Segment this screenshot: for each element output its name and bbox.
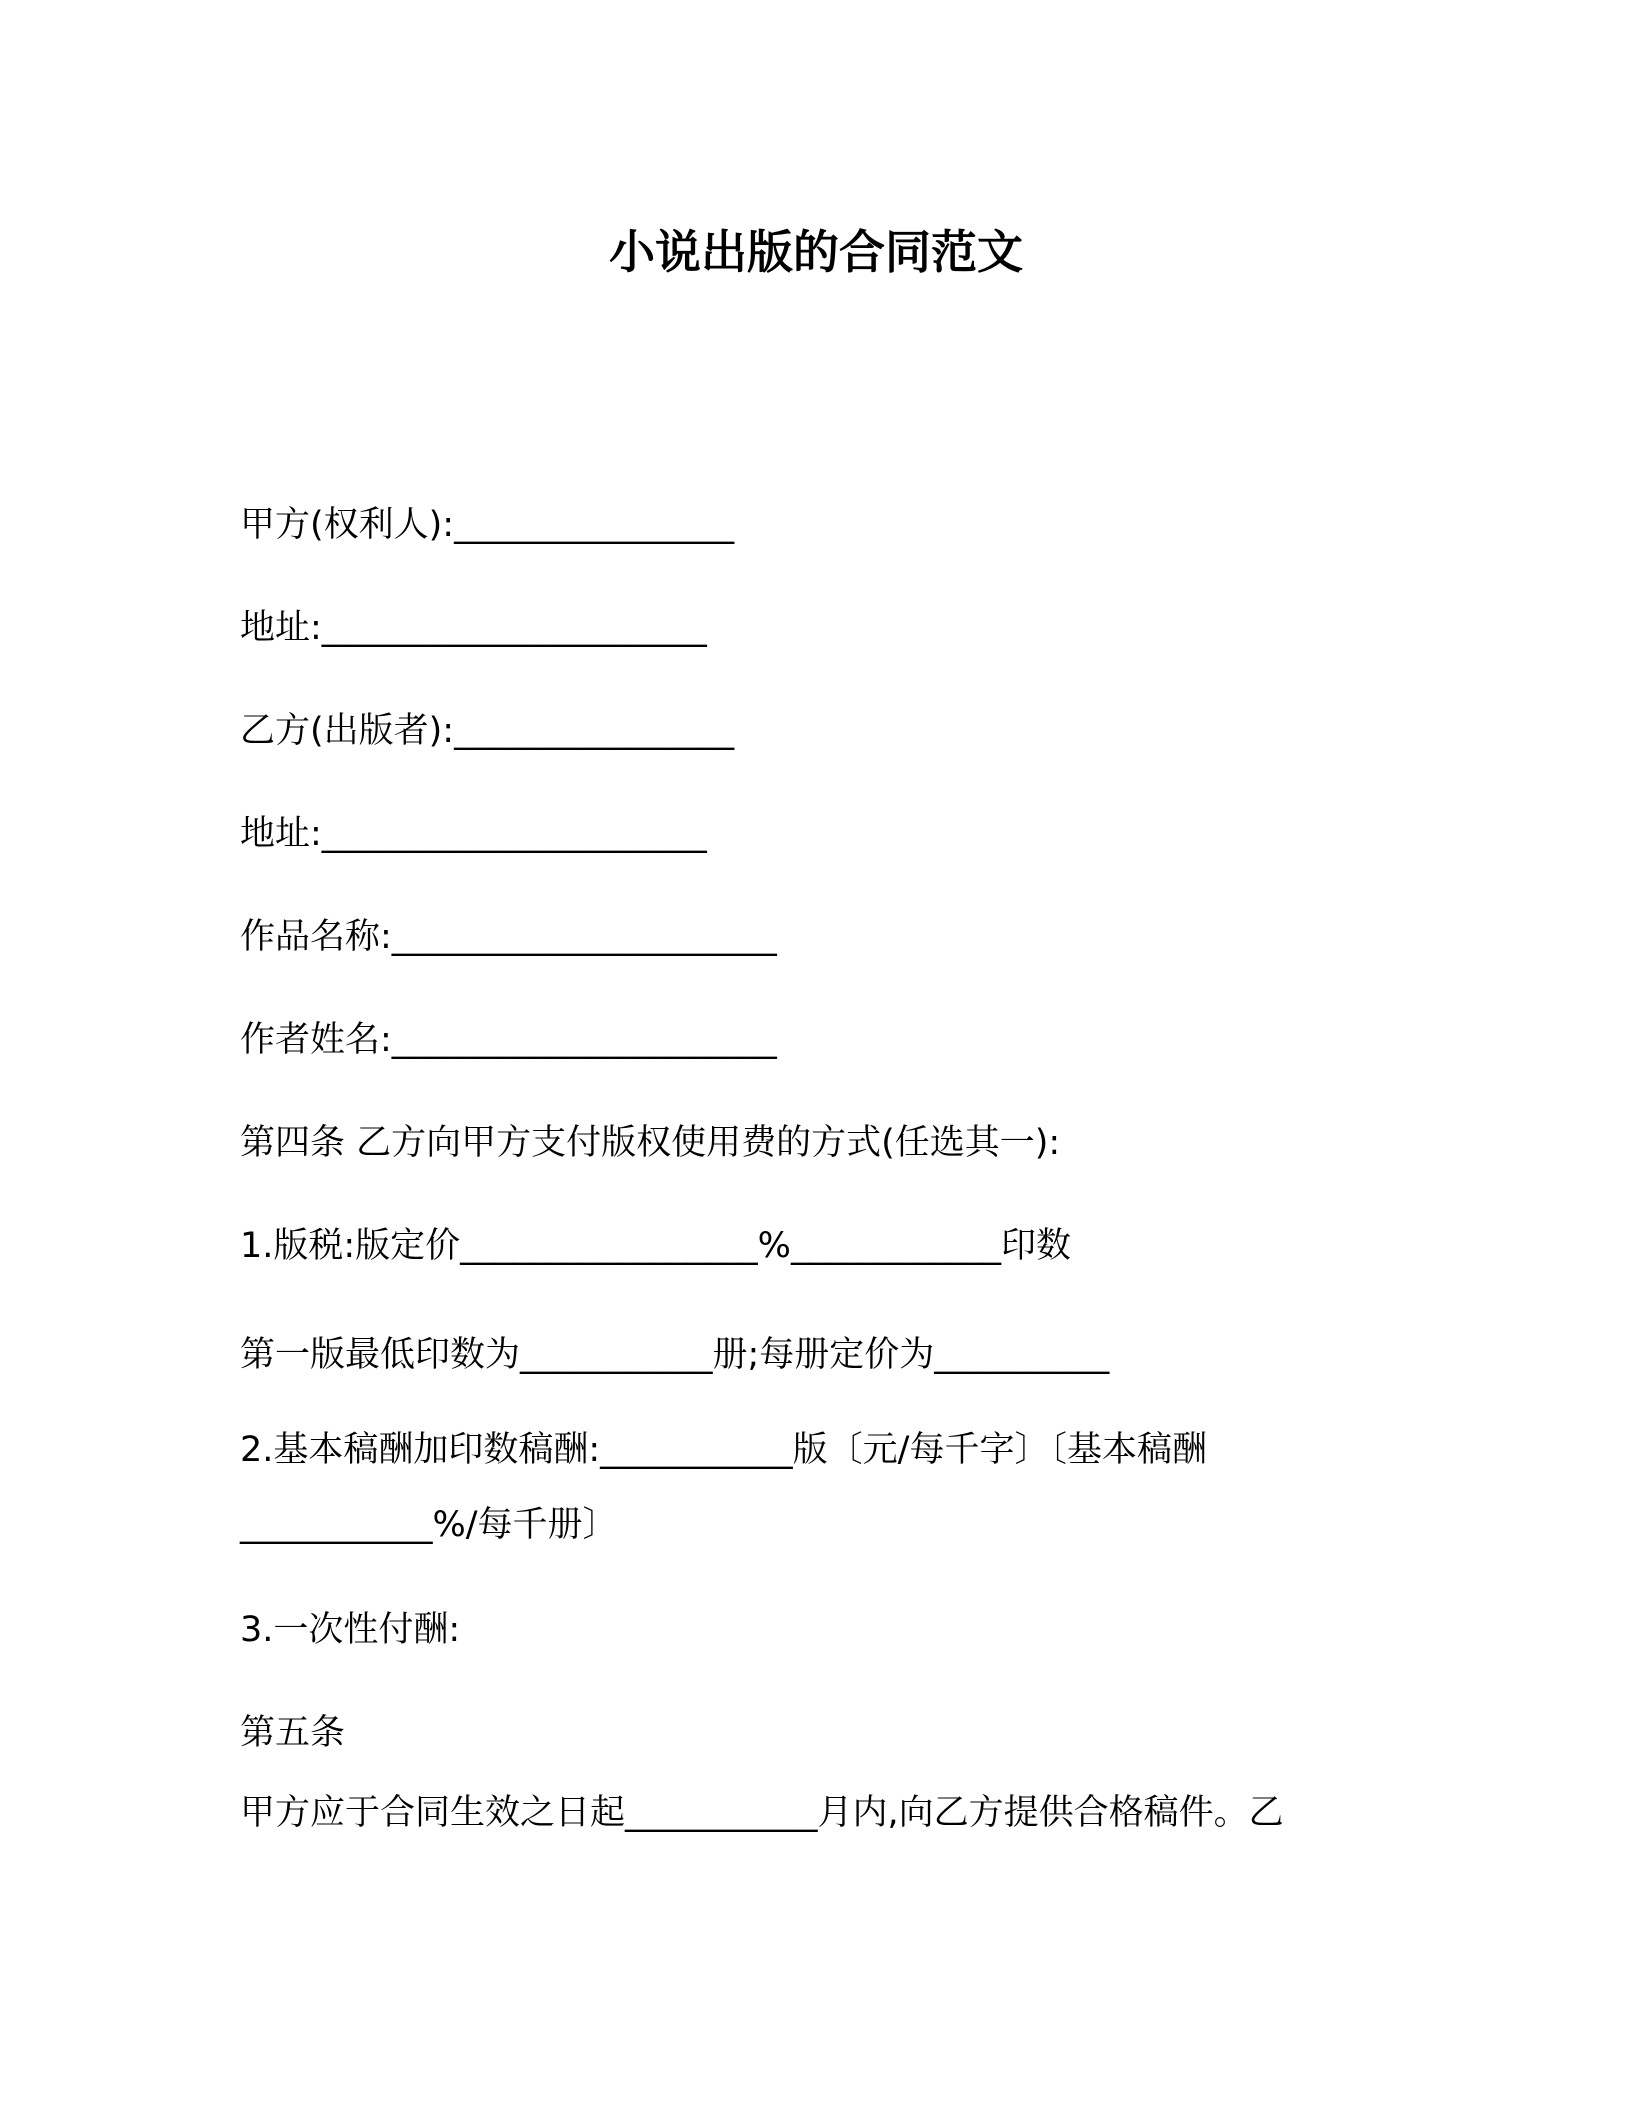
document-title: 小说出版的合同范文 bbox=[609, 225, 1023, 279]
basic-fee-continuation-line: ___________%/每千册〕 bbox=[240, 1505, 618, 1545]
article-four-heading: 第四条 乙方向甲方支付版权使用费的方式(任选其一): bbox=[240, 1123, 1061, 1163]
work-title-line: 作品名称:______________________ bbox=[240, 917, 777, 957]
manuscript-delivery-line: 甲方应于合同生效之日起___________月内,向乙方提供合格稿件。乙 bbox=[240, 1793, 1284, 1833]
party-b-line: 乙方(出版者):________________ bbox=[240, 711, 735, 751]
author-name-line: 作者姓名:______________________ bbox=[240, 1020, 777, 1060]
party-a-address-line: 地址:______________________ bbox=[240, 608, 707, 648]
party-a-line: 甲方(权利人):________________ bbox=[240, 505, 735, 545]
article-five-heading: 第五条 bbox=[240, 1713, 346, 1753]
royalty-option-line: 1.版税:版定价_________________%____________印数 bbox=[240, 1226, 1071, 1266]
basic-fee-line: 2.基本稿酬加印数稿酬:___________版〔元/每千字〕〔基本稿酬 bbox=[240, 1430, 1207, 1470]
lump-sum-line: 3.一次性付酬: bbox=[240, 1610, 461, 1650]
first-edition-line: 第一版最低印数为___________册;每册定价为__________ bbox=[240, 1335, 1110, 1375]
party-b-address-line: 地址:______________________ bbox=[240, 814, 707, 854]
